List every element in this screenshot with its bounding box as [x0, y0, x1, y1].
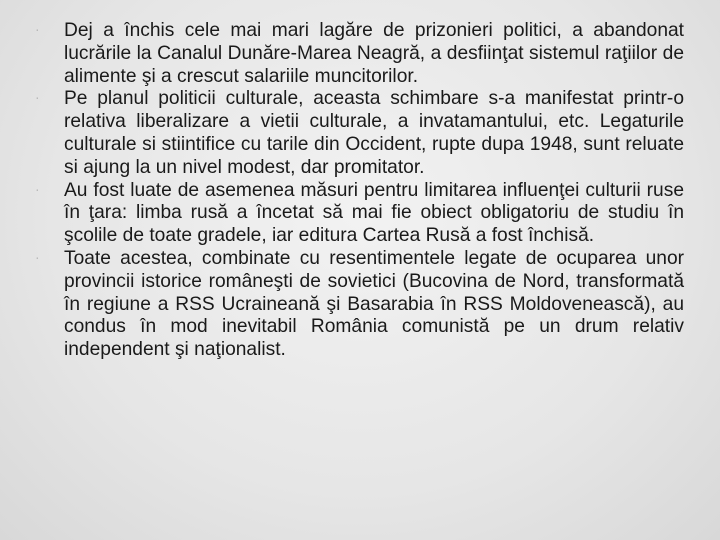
bullet-marker-icon: ᐧ [35, 26, 39, 35]
bullet-item [35, 20, 684, 88]
bullet-marker-icon: ᐧ [35, 185, 39, 195]
bullet-list [35, 20, 684, 362]
bullet-text: Pe planul politicii culturale, aceasta schimbare s-a manifestat printr-o relativa liberalizare a vietii culturale, a invatamantului, etc. Legaturile culturale si stiintifice cu tarile din Occident, rupte dupa 1948, sunt reluate si ajung la un nivel modest, dar promitator. [64, 88, 684, 178]
bullet-text: Toate acestea, combinate cu resentimentele legate de ocuparea unor provincii istorice româneşti de sovietici (Bucovina de Nord, transformată în regiune a RSS Ucraineană şi Basarabia în RSS Moldovenească), au condus în mod inevitabil România comunistă pe un drum relativ independent şi naţionalist. [64, 247, 684, 361]
bullet-marker-icon: ᐧ [35, 253, 39, 263]
bullet-item [35, 179, 684, 248]
bullet-text: Dej a închis cele mai mari lagăre de prizonieri politici, a abandonat lucrările la Canalul Dunăre-Marea Neagră, a desfiinţat sistemul raţiilor de alimente şi a crescut salariile muncitorilor. [64, 20, 684, 87]
bullet-text: Au fost luate de asemenea măsuri pentru limitarea influenţei culturii ruse în ţara: limba rusă a încetat să mai fie obiect obligatoriu de studiu în şcolile de toate gradele, iar editura Cartea Rusă a fost închisă. [64, 179, 684, 247]
bullet-item [35, 247, 684, 362]
bullet-marker-icon: ᐧ [35, 94, 39, 104]
bullet-item [35, 88, 684, 179]
